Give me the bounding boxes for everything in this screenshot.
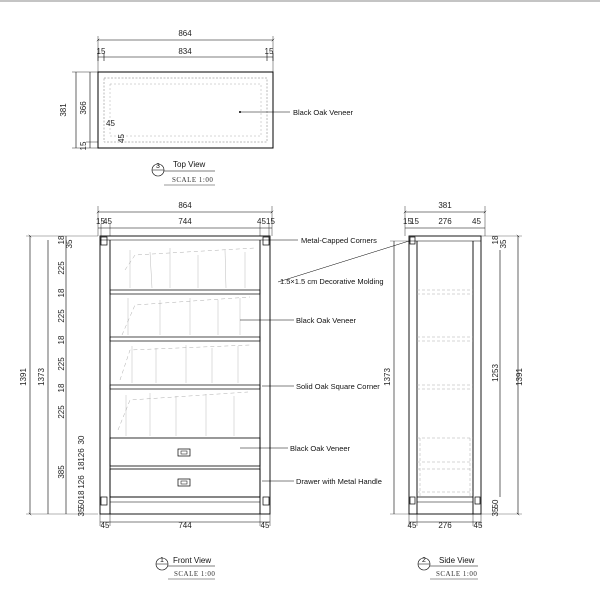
metal-corner-cap — [475, 497, 480, 504]
side-dim-bottom-45-right: 45 — [473, 521, 483, 530]
top-dim-15-right: 15 — [264, 47, 274, 56]
label-solid-oak-corner: Solid Oak Square Corner — [296, 382, 380, 391]
side-hidden-lines — [417, 290, 473, 497]
front-view — [19, 201, 384, 579]
label-metal-capped-corners: Metal-Capped Corners — [301, 236, 377, 245]
metal-corner-cap — [263, 237, 269, 245]
shelf — [110, 385, 260, 389]
front-dim-744: 744 — [178, 217, 192, 226]
metal-corner-cap — [263, 497, 269, 505]
top-dim-15-bottom: 15 — [79, 141, 88, 151]
side-dim-381: 381 — [438, 201, 452, 210]
front-dim-15-left: 15 — [96, 217, 105, 226]
drawer — [110, 469, 260, 497]
top-view-number: 3 — [156, 163, 160, 170]
shelf — [110, 290, 260, 294]
front-v-18-top: 18 — [57, 235, 66, 245]
front-dim-bottom-45-right: 45 — [260, 521, 270, 530]
front-dim-bottom-45-left: 45 — [100, 521, 110, 530]
front-v-18-4: 18 — [77, 461, 86, 471]
front-view-number: 1 — [160, 557, 164, 564]
side-dim-bottom-276: 276 — [438, 521, 452, 530]
label-black-oak-veneer-2: Black Oak Veneer — [290, 444, 351, 453]
front-v-385: 385 — [57, 465, 66, 479]
side-dim-15-b: 15 — [410, 217, 419, 226]
metal-corner-cap — [101, 237, 107, 245]
front-v-225-2: 225 — [57, 309, 66, 323]
front-v-225-4: 225 — [57, 405, 66, 419]
metal-handle-icon — [178, 479, 190, 486]
side-dim-1373: 1373 — [383, 368, 392, 386]
metal-corner-cap — [101, 497, 107, 505]
top-inner-outline — [104, 78, 267, 142]
wood-grain — [126, 248, 245, 436]
side-dim-18: 18 — [491, 235, 500, 245]
front-view-scale: SCALE 1:00 — [174, 570, 216, 578]
top-view-title: Top View — [173, 160, 206, 169]
top-dim-366: 366 — [79, 101, 88, 115]
label-black-oak-veneer-1: Black Oak Veneer — [296, 316, 357, 325]
front-dim-45-left: 45 — [103, 217, 112, 226]
molding-leader — [278, 241, 409, 282]
side-dim-1391: 1391 — [515, 368, 524, 386]
top-label-veneer: Black Oak Veneer — [293, 108, 354, 117]
front-v-18-2: 18 — [57, 335, 66, 345]
front-v-126-2: 126 — [77, 475, 86, 489]
side-dim-50: 50 — [491, 499, 500, 509]
side-dim-bottom-45-left: 45 — [407, 521, 417, 530]
drawer — [110, 438, 260, 466]
front-dim-15-right: 15 — [266, 217, 275, 226]
metal-handle-icon — [178, 449, 190, 456]
front-v-126-1: 126 — [77, 448, 86, 462]
side-dim-35-bottom: 35 — [491, 507, 500, 517]
front-v-18-5: 18 — [77, 490, 86, 500]
top-dim-381: 381 — [59, 103, 68, 117]
top-dim-45-a: 45 — [106, 119, 115, 128]
side-view-scale: SCALE 1:00 — [436, 570, 478, 578]
front-v-35-bot: 35 — [77, 507, 86, 517]
reflection-lines — [118, 248, 255, 430]
front-v-18-1: 18 — [57, 288, 66, 298]
metal-corner-cap — [410, 237, 415, 244]
front-dim-1373: 1373 — [37, 368, 46, 386]
side-dim-45-right: 45 — [472, 217, 481, 226]
front-cabinet-outline — [100, 236, 270, 514]
side-view-number: 2 — [422, 557, 426, 564]
front-view-title: Front View — [173, 556, 212, 565]
shelf — [110, 337, 260, 341]
side-cabinet-outline — [409, 236, 481, 514]
top-dim-864: 864 — [178, 29, 192, 38]
front-v-35-top: 35 — [65, 239, 74, 249]
top-dim-834: 834 — [178, 47, 192, 56]
front-dim-45-right: 45 — [257, 217, 266, 226]
side-dim-1253: 1253 — [491, 364, 500, 382]
front-v-225-1: 225 — [57, 261, 66, 275]
front-v-225-3: 225 — [57, 357, 66, 371]
front-dim-1391: 1391 — [19, 368, 28, 386]
top-view — [59, 29, 354, 185]
label-decorative-molding: 1.5×1.5 cm Decorative Molding — [280, 277, 384, 286]
top-view-scale: SCALE 1:00 — [172, 176, 214, 184]
label-drawer-handle: Drawer with Metal Handle — [296, 477, 382, 486]
side-dim-15-a: 15 — [403, 217, 412, 226]
metal-corner-cap — [410, 497, 415, 504]
side-dim-35: 35 — [499, 239, 508, 249]
side-dim-276: 276 — [438, 217, 452, 226]
front-vertical-dim-labels — [57, 235, 86, 516]
front-dim-864: 864 — [178, 201, 192, 210]
front-v-18-3: 18 — [57, 383, 66, 393]
side-view-title: Side View — [439, 556, 475, 565]
top-dim-15-left: 15 — [96, 47, 106, 56]
front-v-30: 30 — [77, 435, 86, 445]
front-v-50: 50 — [77, 499, 86, 509]
top-dim-45-b: 45 — [117, 134, 126, 143]
front-dim-bottom-744: 744 — [178, 521, 192, 530]
